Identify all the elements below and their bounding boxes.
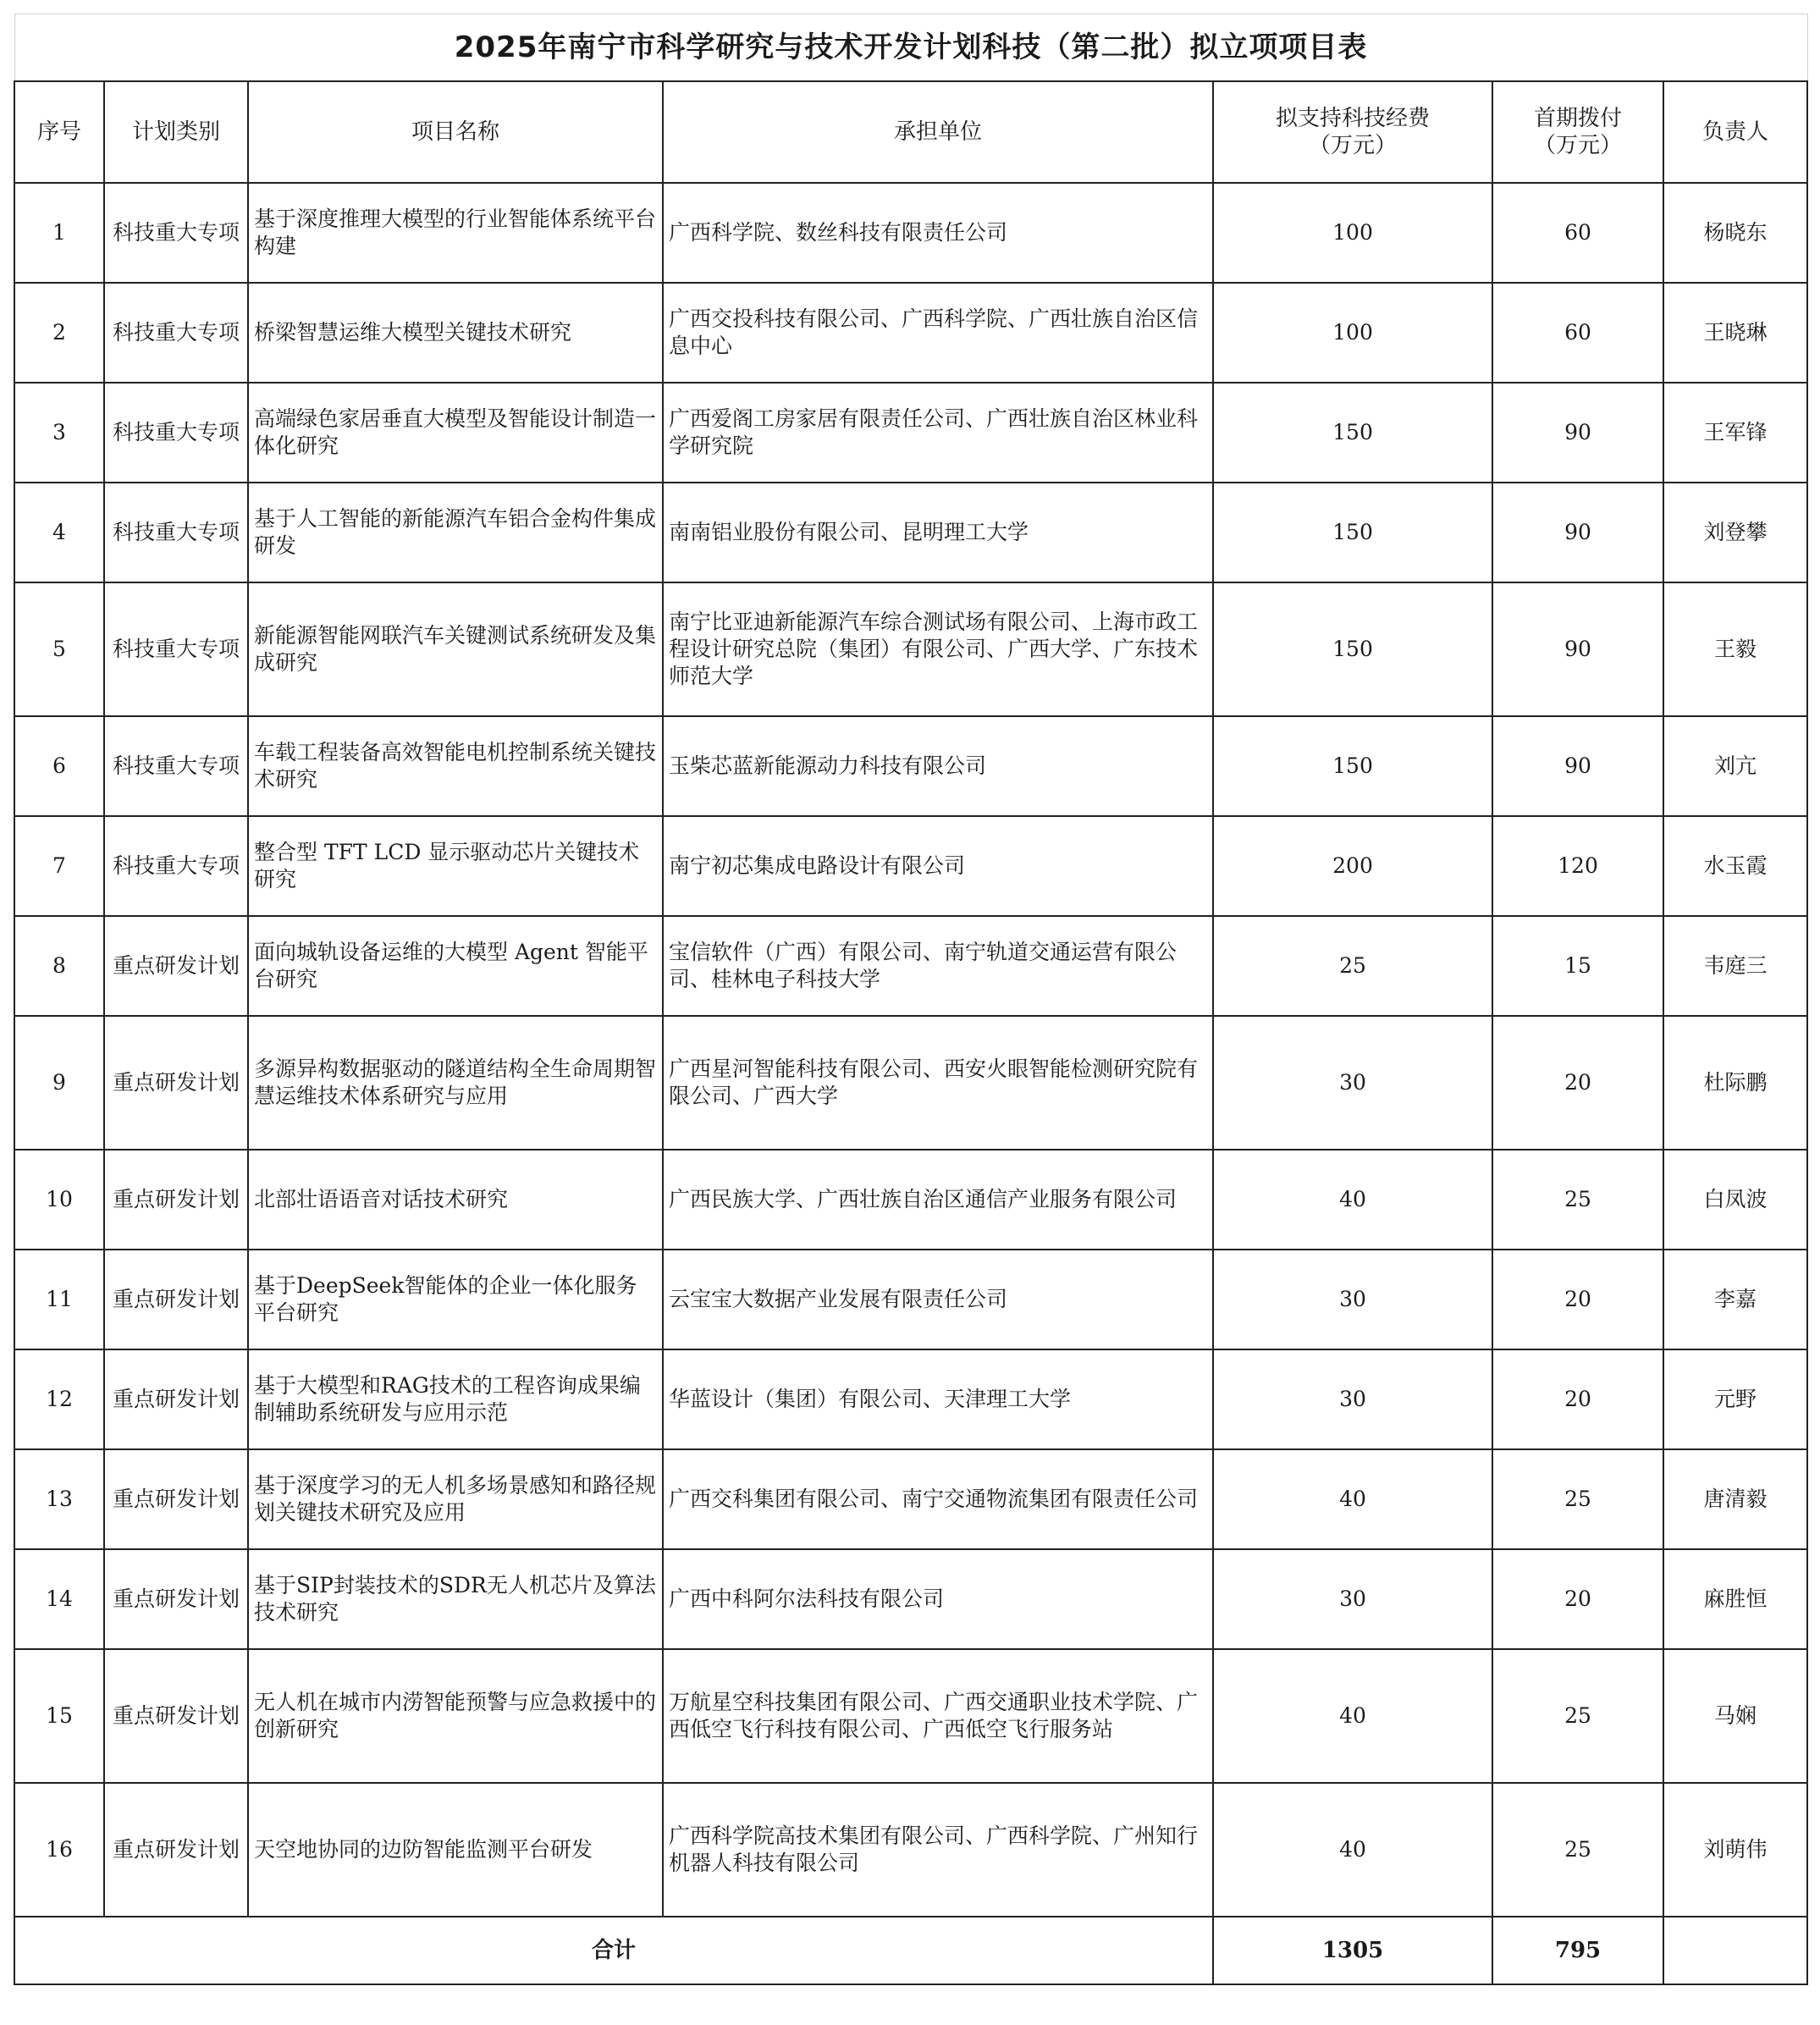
- cell-seq: 12: [14, 1349, 104, 1449]
- cell-organization: 南宁比亚迪新能源汽车综合测试场有限公司、上海市政工程设计研究总院（集团）有限公司、广西大学、广东技术师范大学: [663, 582, 1213, 716]
- table-row: [14, 1649, 1807, 1783]
- table-row: [14, 1449, 1807, 1549]
- cell-first-payment: 90: [1492, 582, 1663, 716]
- cell-category: 重点研发计划: [104, 1349, 248, 1449]
- cell-leader: 王晓琳: [1663, 283, 1807, 383]
- table-row: [14, 1349, 1807, 1449]
- cell-organization: 广西科学院高技术集团有限公司、广西科学院、广州知行机器人科技有限公司: [663, 1783, 1213, 1917]
- header-first-payment-line1: 首期拨付: [1533, 106, 1622, 131]
- cell-organization: 万航星空科技集团有限公司、广西交通职业技术学院、广西低空飞行科技有限公司、广西低空飞行服务站: [663, 1649, 1213, 1783]
- table-row: [14, 582, 1807, 716]
- cell-first-payment: 120: [1492, 816, 1663, 916]
- cell-funding: 100: [1213, 183, 1492, 283]
- cell-seq: 16: [14, 1783, 104, 1917]
- header-funding-line1: 拟支持科技经费: [1275, 106, 1430, 131]
- cell-funding: 40: [1213, 1649, 1492, 1783]
- cell-seq: 15: [14, 1649, 104, 1783]
- cell-project-name: 基于深度推理大模型的行业智能体系统平台构建: [248, 183, 663, 283]
- cell-organization: 广西交投科技有限公司、广西科学院、广西壮族自治区信息中心: [663, 283, 1213, 383]
- cell-first-payment: 20: [1492, 1250, 1663, 1349]
- cell-project-name: 车载工程装备高效智能电机控制系统关键技术研究: [248, 716, 663, 816]
- total-first-payment: 795: [1492, 1917, 1663, 1984]
- cell-project-name: 基于DeepSeek智能体的企业一体化服务平台研究: [248, 1250, 663, 1349]
- cell-seq: 1: [14, 183, 104, 283]
- cell-seq: 3: [14, 383, 104, 483]
- cell-first-payment: 20: [1492, 1549, 1663, 1649]
- header-category: 计划类别: [104, 81, 248, 183]
- cell-first-payment: 20: [1492, 1349, 1663, 1449]
- table-title: 2025年南宁市科学研究与技术开发计划科技（第二批）拟立项项目表: [14, 14, 1807, 82]
- cell-leader: 刘萌伟: [1663, 1783, 1807, 1917]
- cell-seq: 6: [14, 716, 104, 816]
- cell-organization: 广西爱阁工房家居有限责任公司、广西壮族自治区林业科学研究院: [663, 383, 1213, 483]
- cell-leader: 白凤波: [1663, 1150, 1807, 1250]
- cell-seq: 8: [14, 916, 104, 1016]
- cell-funding: 150: [1213, 383, 1492, 483]
- cell-project-name: 高端绿色家居垂直大模型及智能设计制造一体化研究: [248, 383, 663, 483]
- cell-organization: 广西交科集团有限公司、南宁交通物流集团有限责任公司: [663, 1449, 1213, 1549]
- cell-leader: 杜际鹏: [1663, 1016, 1807, 1150]
- cell-funding: 200: [1213, 816, 1492, 916]
- header-leader: 负责人: [1663, 81, 1807, 183]
- cell-first-payment: 90: [1492, 483, 1663, 582]
- cell-category: 重点研发计划: [104, 1649, 248, 1783]
- table-row: [14, 383, 1807, 483]
- table-row: [14, 1016, 1807, 1150]
- cell-funding: 40: [1213, 1783, 1492, 1917]
- cell-organization: 广西中科阿尔法科技有限公司: [663, 1549, 1213, 1649]
- cell-organization: 玉柴芯蓝新能源动力科技有限公司: [663, 716, 1213, 816]
- cell-project-name: 桥梁智慧运维大模型关键技术研究: [248, 283, 663, 383]
- cell-project-name: 基于深度学习的无人机多场景感知和路径规划关键技术研究及应用: [248, 1449, 663, 1549]
- cell-funding: 30: [1213, 1016, 1492, 1150]
- cell-first-payment: 25: [1492, 1449, 1663, 1549]
- cell-category: 科技重大专项: [104, 483, 248, 582]
- cell-leader: 李嘉: [1663, 1250, 1807, 1349]
- cell-funding: 150: [1213, 582, 1492, 716]
- table-row: [14, 1549, 1807, 1649]
- cell-project-name: 天空地协同的边防智能监测平台研发: [248, 1783, 663, 1917]
- cell-leader: 唐清毅: [1663, 1449, 1807, 1549]
- cell-seq: 9: [14, 1016, 104, 1150]
- cell-first-payment: 60: [1492, 183, 1663, 283]
- header-funding: [1213, 81, 1492, 183]
- cell-seq: 2: [14, 283, 104, 383]
- cell-funding: 150: [1213, 716, 1492, 816]
- cell-organization: 广西星河智能科技有限公司、西安火眼智能检测研究院有限公司、广西大学: [663, 1016, 1213, 1150]
- total-label: 合计: [14, 1917, 1213, 1984]
- cell-first-payment: 90: [1492, 716, 1663, 816]
- cell-first-payment: 60: [1492, 283, 1663, 383]
- cell-leader: 麻胜恒: [1663, 1549, 1807, 1649]
- header-first-payment: [1492, 81, 1663, 183]
- cell-category: 科技重大专项: [104, 383, 248, 483]
- cell-leader: 刘亢: [1663, 716, 1807, 816]
- cell-project-name: 整合型 TFT LCD 显示驱动芯片关键技术研究: [248, 816, 663, 916]
- header-funding-line2: （万元）: [1308, 133, 1397, 158]
- cell-seq: 10: [14, 1150, 104, 1250]
- cell-leader: 元野: [1663, 1349, 1807, 1449]
- cell-funding: 25: [1213, 916, 1492, 1016]
- project-table: [14, 14, 1808, 1985]
- header-project-name: 项目名称: [248, 81, 663, 183]
- cell-organization: 南宁初芯集成电路设计有限公司: [663, 816, 1213, 916]
- table-row: [14, 916, 1807, 1016]
- cell-organization: 广西民族大学、广西壮族自治区通信产业服务有限公司: [663, 1150, 1213, 1250]
- cell-first-payment: 90: [1492, 383, 1663, 483]
- header-row: [14, 81, 1807, 183]
- table-row: [14, 183, 1807, 283]
- cell-seq: 13: [14, 1449, 104, 1549]
- table-row: [14, 283, 1807, 383]
- cell-leader: 韦庭三: [1663, 916, 1807, 1016]
- cell-leader: 杨晓东: [1663, 183, 1807, 283]
- cell-first-payment: 25: [1492, 1783, 1663, 1917]
- table-row: [14, 716, 1807, 816]
- cell-project-name: 基于人工智能的新能源汽车铝合金构件集成研发: [248, 483, 663, 582]
- cell-organization: 宝信软件（广西）有限公司、南宁轨道交通运营有限公司、桂林电子科技大学: [663, 916, 1213, 1016]
- cell-leader: 刘登攀: [1663, 483, 1807, 582]
- cell-leader: 王毅: [1663, 582, 1807, 716]
- cell-funding: 30: [1213, 1349, 1492, 1449]
- cell-category: 重点研发计划: [104, 1549, 248, 1649]
- cell-project-name: 北部壮语语音对话技术研究: [248, 1150, 663, 1250]
- cell-category: 重点研发计划: [104, 1783, 248, 1917]
- header-organization: 承担单位: [663, 81, 1213, 183]
- cell-organization: 广西科学院、数丝科技有限责任公司: [663, 183, 1213, 283]
- cell-category: 科技重大专项: [104, 582, 248, 716]
- table-row: [14, 816, 1807, 916]
- cell-funding: 150: [1213, 483, 1492, 582]
- cell-category: 重点研发计划: [104, 916, 248, 1016]
- cell-leader: 马娴: [1663, 1649, 1807, 1783]
- cell-category: 科技重大专项: [104, 183, 248, 283]
- cell-project-name: 基于SIP封装技术的SDR无人机芯片及算法技术研究: [248, 1549, 663, 1649]
- cell-project-name: 新能源智能网联汽车关键测试系统研发及集成研究: [248, 582, 663, 716]
- cell-category: 科技重大专项: [104, 716, 248, 816]
- cell-funding: 40: [1213, 1150, 1492, 1250]
- cell-category: 重点研发计划: [104, 1449, 248, 1549]
- cell-organization: 南南铝业股份有限公司、昆明理工大学: [663, 483, 1213, 582]
- cell-leader: 水玉霞: [1663, 816, 1807, 916]
- cell-project-name: 多源异构数据驱动的隧道结构全生命周期智慧运维技术体系研究与应用: [248, 1016, 663, 1150]
- total-funding: 1305: [1213, 1917, 1492, 1984]
- cell-first-payment: 15: [1492, 916, 1663, 1016]
- cell-category: 重点研发计划: [104, 1016, 248, 1150]
- table-row: [14, 483, 1807, 582]
- cell-project-name: 基于大模型和RAG技术的工程咨询成果编制辅助系统研发与应用示范: [248, 1349, 663, 1449]
- cell-funding: 30: [1213, 1250, 1492, 1349]
- cell-organization: 云宝宝大数据产业发展有限责任公司: [663, 1250, 1213, 1349]
- cell-project-name: 无人机在城市内涝智能预警与应急救援中的创新研究: [248, 1649, 663, 1783]
- cell-seq: 7: [14, 816, 104, 916]
- cell-project-name: 面向城轨设备运维的大模型 Agent 智能平台研究: [248, 916, 663, 1016]
- header-first-payment-line2: （万元）: [1533, 133, 1622, 158]
- cell-seq: 11: [14, 1250, 104, 1349]
- cell-first-payment: 25: [1492, 1150, 1663, 1250]
- cell-category: 重点研发计划: [104, 1150, 248, 1250]
- cell-seq: 4: [14, 483, 104, 582]
- cell-first-payment: 20: [1492, 1016, 1663, 1150]
- total-row: [14, 1917, 1807, 1984]
- cell-funding: 40: [1213, 1449, 1492, 1549]
- cell-seq: 5: [14, 582, 104, 716]
- cell-funding: 30: [1213, 1549, 1492, 1649]
- cell-organization: 华蓝设计（集团）有限公司、天津理工大学: [663, 1349, 1213, 1449]
- cell-first-payment: 25: [1492, 1649, 1663, 1783]
- table-row: [14, 1783, 1807, 1917]
- table-row: [14, 1150, 1807, 1250]
- cell-category: 重点研发计划: [104, 1250, 248, 1349]
- cell-funding: 100: [1213, 283, 1492, 383]
- cell-category: 科技重大专项: [104, 283, 248, 383]
- cell-category: 科技重大专项: [104, 816, 248, 916]
- total-leader-empty: [1663, 1917, 1807, 1984]
- table-row: [14, 1250, 1807, 1349]
- cell-seq: 14: [14, 1549, 104, 1649]
- cell-leader: 王军锋: [1663, 383, 1807, 483]
- header-seq: 序号: [14, 81, 104, 183]
